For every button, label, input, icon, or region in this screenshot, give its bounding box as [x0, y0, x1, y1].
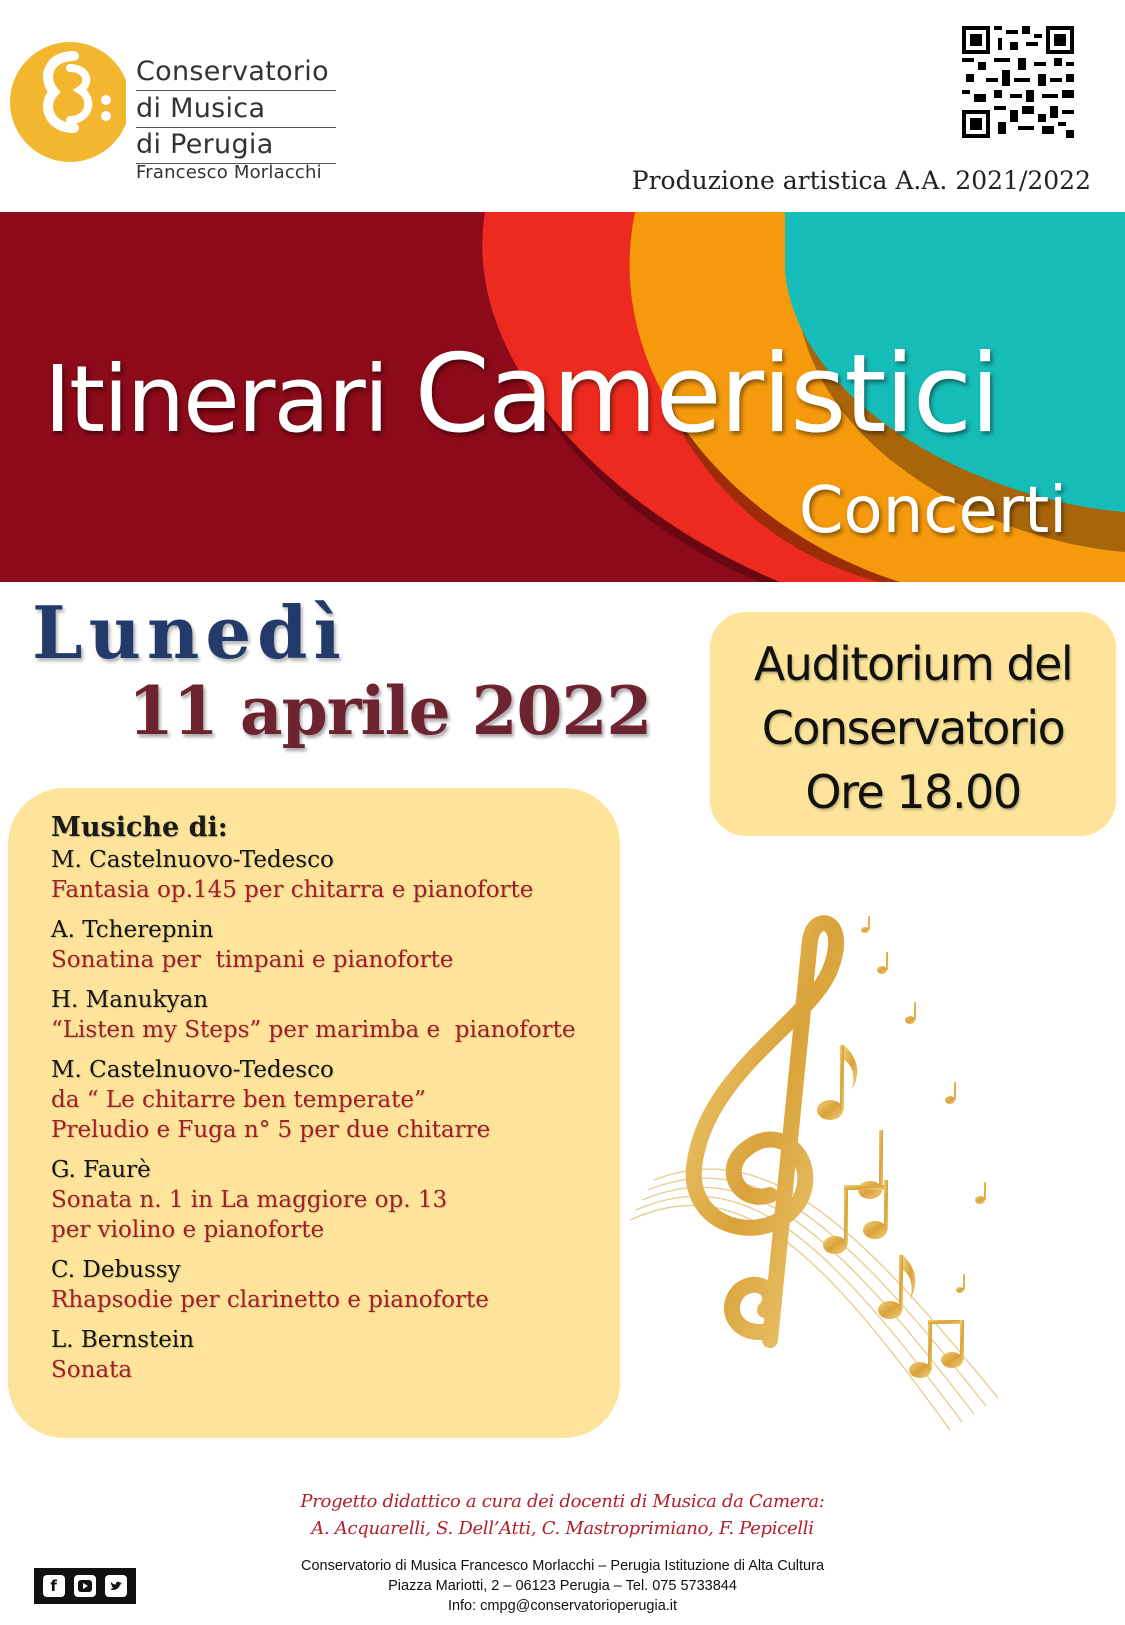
- production-season: Produzione artistica A.A. 2021/2022: [631, 166, 1091, 195]
- date-full: 11 aprile 2022: [128, 672, 652, 750]
- composer-name: H. Manukyan: [51, 987, 209, 1013]
- date-weekday: Lunedì: [32, 590, 347, 675]
- project-note-line2: A. Acquarelli, S. Dell’Atti, C. Mastroprimiano, F. Pepicelli: [311, 1518, 814, 1539]
- logo-text-line: Francesco Morlacchi: [136, 162, 322, 183]
- venue-line1: Auditorium del: [753, 637, 1073, 691]
- program-item: [51, 1055, 611, 1145]
- conservatorio-logo-icon: [8, 20, 126, 182]
- program-item: [51, 985, 611, 1045]
- program-box: [8, 788, 620, 1438]
- composer-name: L. Bernstein: [51, 1327, 195, 1353]
- work-title: da “ Le chitarre ben temperate” Preludio e Fuga n° 5 per due chitarre: [51, 1087, 491, 1143]
- venue-time: Ore 18.00: [805, 765, 1021, 819]
- address-line1: Conservatorio di Musica Francesco Morlacchi – Perugia Istituzione di Alta Cultura: [300, 1558, 825, 1574]
- program-item: [51, 845, 611, 905]
- facebook-icon[interactable]: f: [43, 1575, 65, 1597]
- project-note: [0, 1488, 1125, 1542]
- work-title: Rhapsodie per clarinetto e pianoforte: [51, 1287, 489, 1313]
- work-title: Sonata: [51, 1357, 133, 1383]
- work-title: Fantasia op.145 per chitarra e pianoforte: [51, 877, 534, 903]
- banner-title-part2: Cameristici: [414, 332, 999, 457]
- logo-text-line: Conservatorio: [136, 56, 336, 91]
- venue-line2: Conservatorio: [761, 701, 1065, 755]
- address-block: [0, 1556, 1125, 1616]
- program-item: [51, 1255, 611, 1315]
- program-item: [51, 1155, 611, 1245]
- address-line2: Piazza Mariotti, 2 – 06123 Perugia – Tel. 075 5733844: [388, 1578, 737, 1594]
- logo-text-line: di Musica: [136, 93, 336, 128]
- program-heading: Musiche di:: [51, 812, 228, 843]
- venue-box: [710, 612, 1116, 836]
- banner-title: [44, 332, 998, 457]
- program-item: [51, 1325, 611, 1385]
- program-item: [51, 915, 611, 975]
- project-note-line1: Progetto didattico a cura dei docenti di Musica da Camera:: [300, 1491, 825, 1512]
- composer-name: M. Castelnuovo-Tedesco: [51, 1057, 334, 1083]
- composer-name: A. Tcherepnin: [51, 917, 214, 943]
- work-title: “Listen my Steps” per marimba e pianoforte: [51, 1017, 576, 1043]
- title-banner: [0, 212, 1125, 582]
- work-title: Sonatina per timpani e pianoforte: [51, 947, 454, 973]
- composer-name: M. Castelnuovo-Tedesco: [51, 847, 334, 873]
- treble-clef-notes-icon: [620, 870, 1020, 1470]
- qr-code-icon[interactable]: [962, 26, 1074, 138]
- address-email[interactable]: Info: cmpg@conservatorioperugia.it: [447, 1598, 678, 1614]
- work-title: Sonata n. 1 in La maggiore op. 13 per violino e pianoforte: [51, 1187, 448, 1243]
- banner-subtitle: Concerti: [798, 474, 1067, 548]
- composer-name: G. Faurè: [51, 1157, 151, 1183]
- composer-name: C. Debussy: [51, 1257, 181, 1283]
- banner-title-part1: Itinerari: [44, 346, 388, 453]
- logo-text-line: di Perugia: [136, 129, 336, 164]
